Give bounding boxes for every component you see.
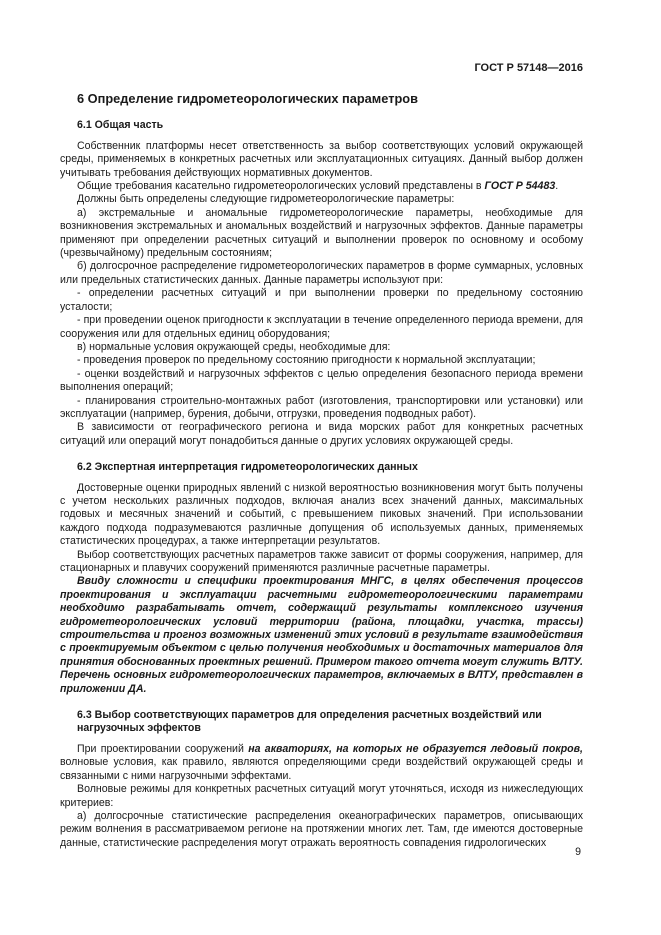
paragraph-emphasis: Ввиду сложности и специфики проектирования МНГС, в целях обеспечения процессов проектирования и эксплуатации расчетными гидрометеорологическими параметрами необходимо разрабатывать отчет, содержащий результаты комплексного изучения гидрометеорологических условий территории (района, площадки, участка, трассы) строительства и прогноз возможных изменений этих условий в результате взаимодействия с проектируемым объектом с целью получения необходимых и достаточных материалов для принятия обоснованных проектных решений. Примером такого отчета могут служить ВЛТУ. Перечень основных гидрометеорологических параметров, включаемых в ВЛТУ, представлен в приложении ДА. [60,575,583,695]
paragraph [60,180,583,193]
paragraph [60,743,583,783]
list-item: а) экстремальные и аномальные гидрометеорологические параметры, необходимые для возникновения экстремальных и аномальных воздействий и нагрузочных эффектов. Данные параметры применяют при определении расчетных ситуаций и выполнении проверок по основному и особому (чрезвычайному) предельным состояниям; [60,206,583,260]
paragraph-text: волновые условия, как правило, являются определяющими среди воздействий окружающей среды и связанными с ними нагрузочными эффектами. [60,756,583,782]
page-number: 9 [575,846,581,858]
list-item: б) долгосрочное распределение гидрометеорологических параметров в форме суммарных, условных или предельных статистических данных. Данные параметры используют при: [60,260,583,286]
section-6-2-title: 6.2 Экспертная интерпретация гидрометеорологических данных [77,461,418,474]
list-item: - определении расчетных ситуаций и при выполнении проверки по предельному состоянию усталости; [60,287,583,313]
list-item: - оценки воздействий и нагрузочных эффектов с целью определения безопасного периода времени выполнения операций; [60,367,583,394]
document-id: ГОСТ Р 57148—2016 [474,62,583,74]
section-6-3-title: 6.3 Выбор соответствующих параметров для определения расчетных воздействий или нагрузочных эффектов [77,709,542,735]
list-item: - планирования строительно-монтажных работ (изготовления, транспортировки или установки) или эксплуатации (например, бурения, добычи, отгрузки, проведения подводных работ). [60,394,583,420]
paragraph-emphasis: на акваториях, на которых не образуется ледовый покров, [248,742,583,755]
section-6-1-title: 6.1 Общая часть [77,119,164,132]
page-content [60,92,583,850]
list-item: - проведения проверок по предельному состоянию пригодности к нормальной эксплуатации; [77,354,536,367]
paragraph: Выбор соответствующих расчетных параметров также зависит от формы сооружения, например, для стационарных и плавучих сооружений применяются различные расчетные параметры. [60,548,583,574]
paragraph: В зависимости от географического региона и вида морских работ для конкретных расчетных ситуаций или операций могут понадобиться данные о других условиях окружающей среды. [60,421,583,447]
list-item: а) долгосрочные статистические распределения океанографических параметров, описывающих режим волнения в рассматриваемом регионе на протяжении многих лет. Там, где имеются достоверные данные, статистические распределения могут отражать вероятность совпадения гидрологических [60,809,583,849]
paragraph-text: Общие требования касательно гидрометеорологических условий представлены в [77,180,485,193]
list-item: - при проведении оценок пригодности к эксплуатации в течение определенного периода времени, для сооружения или для отдельных единиц оборудования; [60,314,583,340]
section-6-title: 6 Определение гидрометеорологических параметров [77,91,418,106]
list-item: в) нормальные условия окружающей среды, необходимые для: [77,340,391,353]
paragraph: Достоверные оценки природных явлений с низкой вероятностью возникновения могут быть получены с учетом нескольких различных подходов, включая анализ всех значений данных, максимальных годовых и месячных значений и событий, с превышением пиковых значений. При использовании каждого подхода подразумеваются различные допущения об используемых данных, применяемых статистических процедурах, а также интерпретации результатов. [60,481,583,548]
paragraph: Должны быть определены следующие гидрометеорологические параметры: [77,193,455,206]
standard-reference: ГОСТ Р 54483 [484,180,556,193]
paragraph: Волновые режимы для конкретных расчетных ситуаций могут уточняться, исходя из нижеследующих критериев: [60,783,583,809]
paragraph-end: . [555,180,559,193]
paragraph-text: При проектировании сооружений [77,742,249,755]
paragraph: Собственник платформы несет ответственность за выбор соответствующих условий окружающей среды, применяемых в конкретных расчетных или эксплуатационных ситуациях. Данный выбор должен учитывать требования действующих нормативных документов. [60,139,583,179]
